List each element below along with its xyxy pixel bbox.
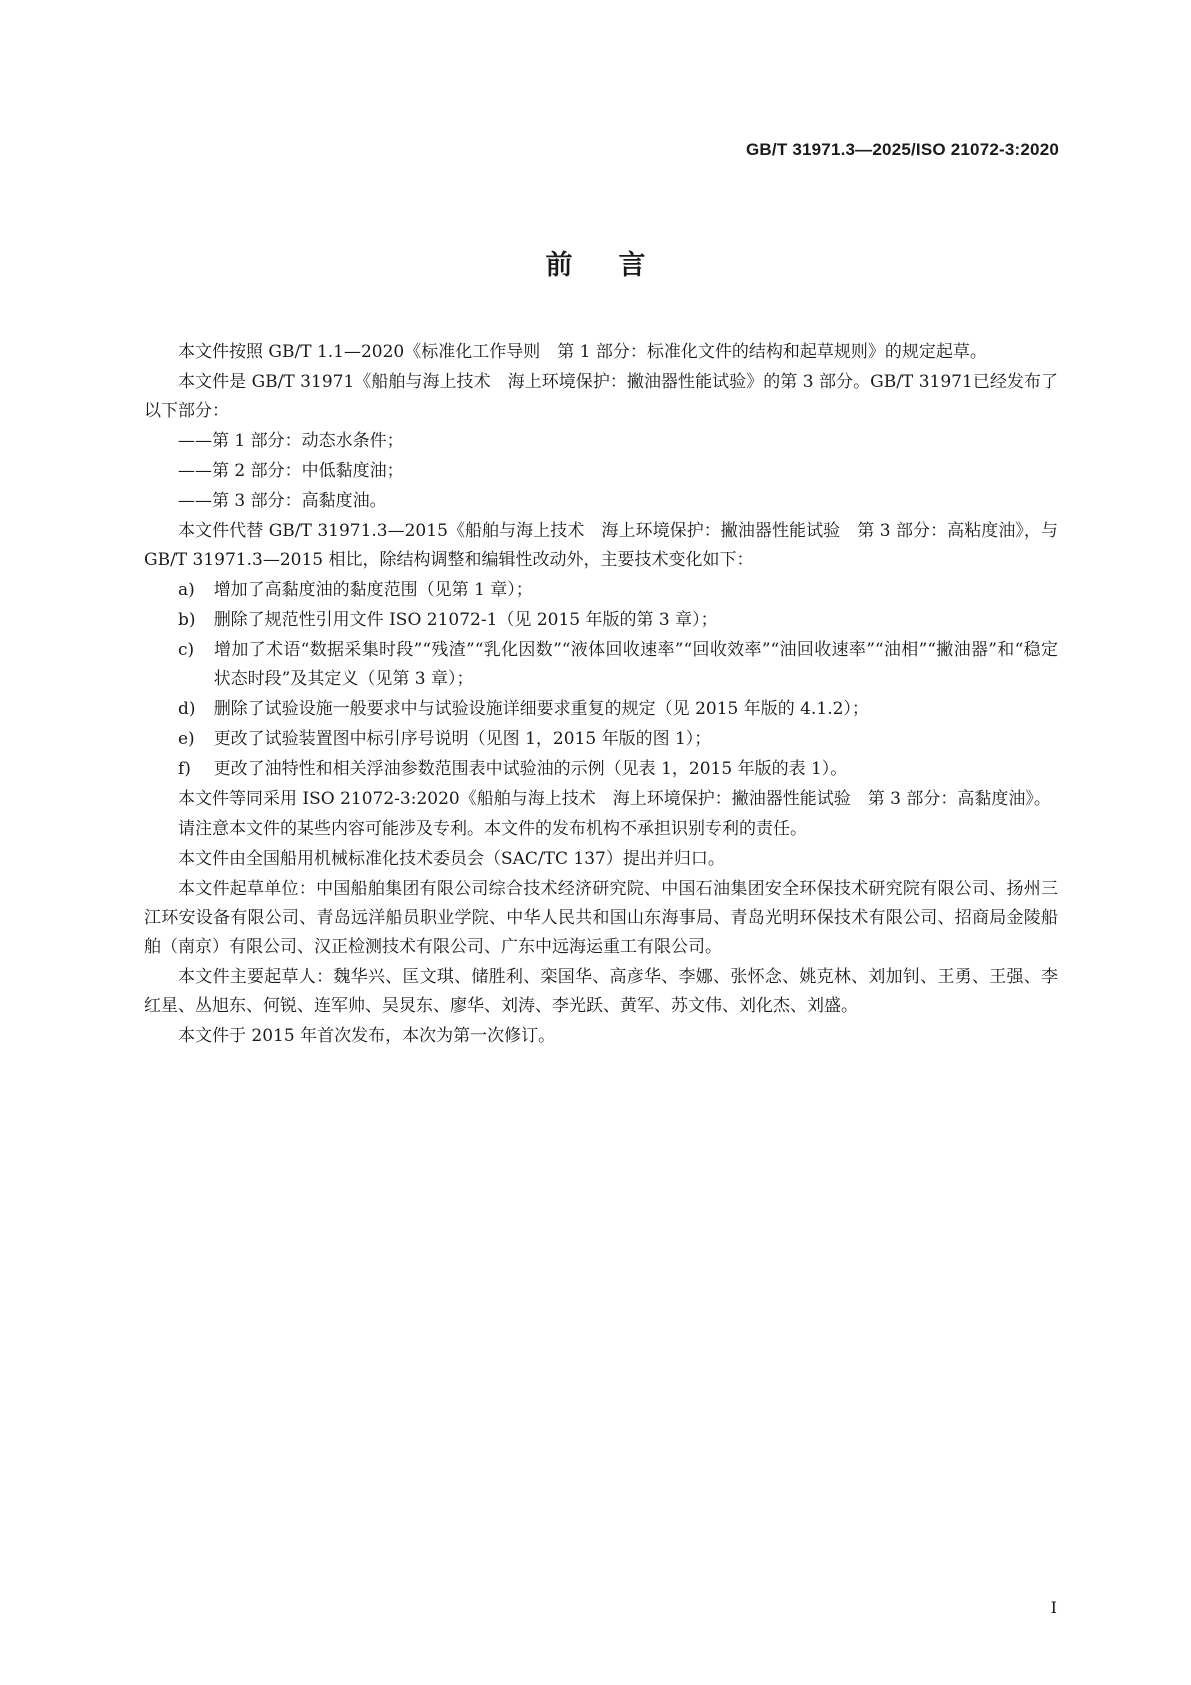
published-part-3: ——第 3 部分：高黏度油。 xyxy=(178,491,387,511)
change-item xyxy=(144,725,1058,754)
paragraph-history: 本文件于 2015 年首次发布，本次为第一次修订。 xyxy=(178,1026,556,1046)
change-item-text: 删除了试验设施一般要求中与试验设施详细要求重复的规定（见 2015 年版的 4.1.2）； xyxy=(213,699,869,719)
change-item xyxy=(144,636,1058,694)
paragraph-equivalence: 本文件等同采用 ISO 21072-3:2020《船舶与海上技术 海上环境保护：撇油器性能试验 第 3 部分：高黏度油》。 xyxy=(178,789,1051,809)
change-item-text: 删除了规范性引用文件 ISO 21072-1（见 2015 年版的第 3 章）； xyxy=(213,610,718,630)
change-item xyxy=(144,695,1058,724)
published-part-1: ——第 1 部分：动态水条件； xyxy=(178,431,404,451)
document-code: GB/T 31971.3—2025/ISO 21072-3:2020 xyxy=(746,140,1059,159)
change-item-mark: e) xyxy=(178,729,195,749)
paragraph-drafting-units: 本文件起草单位：中国船舶集团有限公司综合技术经济研究院、中国石油集团安全环保技术研究院有限公司、扬州三江环安设备有限公司、青岛远洋船员职业学院、中华人民共和国山东海事局、青岛光明环保技术有限公司、招商局金陵船舶（南京）有限公司、汉正检测技术有限公司、广东中远海运重工有限公司。 xyxy=(144,879,1058,957)
paragraph-proposer: 本文件由全国船用机械标准化技术委员会（SAC/TC 137）提出并归口。 xyxy=(178,849,725,869)
change-item-text: 更改了试验装置图中标引序号说明（见图 1，2015 年版的图 1）； xyxy=(213,729,712,749)
paragraph-drafters: 本文件主要起草人：魏华兴、匡文琪、储胜利、栾国华、高彦华、李娜、张怀念、姚克林、刘加钊、王勇、王强、李红星、丛旭东、何锐、连军帅、吴炅东、廖华、刘涛、李光跃、黄军、苏文伟、刘化杰、刘盛。 xyxy=(144,967,1058,1016)
change-item xyxy=(144,576,1058,605)
paragraph-series-part: 本文件是 GB/T 31971《船舶与海上技术 海上环境保护：撇油器性能试验》的第 3 部分。GB/T 31971已经发布了以下部分： xyxy=(144,372,1058,421)
change-item-text: 增加了高黏度油的黏度范围（见第 1 章）； xyxy=(213,580,533,600)
change-item-text: 增加了术语“数据采集时段”“残渣”“乳化因数”“液体回收速率”“回收效率”“油回收速率”“油相”“撇油器”和“稳定状态时段”及其定义（见第 3 章）； xyxy=(213,640,1058,689)
page-title: 前言 xyxy=(545,250,692,281)
page-number: I xyxy=(1050,1598,1057,1617)
foreword-body xyxy=(144,338,1058,1052)
change-item-mark: f) xyxy=(178,759,191,779)
change-item xyxy=(144,606,1058,635)
published-part-2: ——第 2 部分：中低黏度油； xyxy=(178,461,404,481)
change-item xyxy=(144,755,1058,784)
change-item-mark: d) xyxy=(178,699,196,719)
change-item-mark: c) xyxy=(178,640,195,660)
paragraph-drafting-basis: 本文件按照 GB/T 1.1—2020《标准化工作导则 第 1 部分：标准化文件的结构和起草规则》的规定起草。 xyxy=(178,342,987,362)
change-item-text: 更改了油特性和相关浮油参数范围表中试验油的示例（见表 1，2015 年版的表 1）。 xyxy=(213,759,848,779)
change-item-mark: b) xyxy=(178,610,196,630)
paragraph-replacement: 本文件代替 GB/T 31971.3—2015《船舶与海上技术 海上环境保护：撇油器性能试验 第 3 部分：高粘度油》，与 GB/T 31971.3—2015 相比，除结构调整和编辑性改动外，主要技术变化如下： xyxy=(144,521,1058,570)
change-item-mark: a) xyxy=(178,580,195,600)
paragraph-patent-notice: 请注意本文件的某些内容可能涉及专利。本文件的发布机构不承担识别专利的责任。 xyxy=(178,819,807,839)
